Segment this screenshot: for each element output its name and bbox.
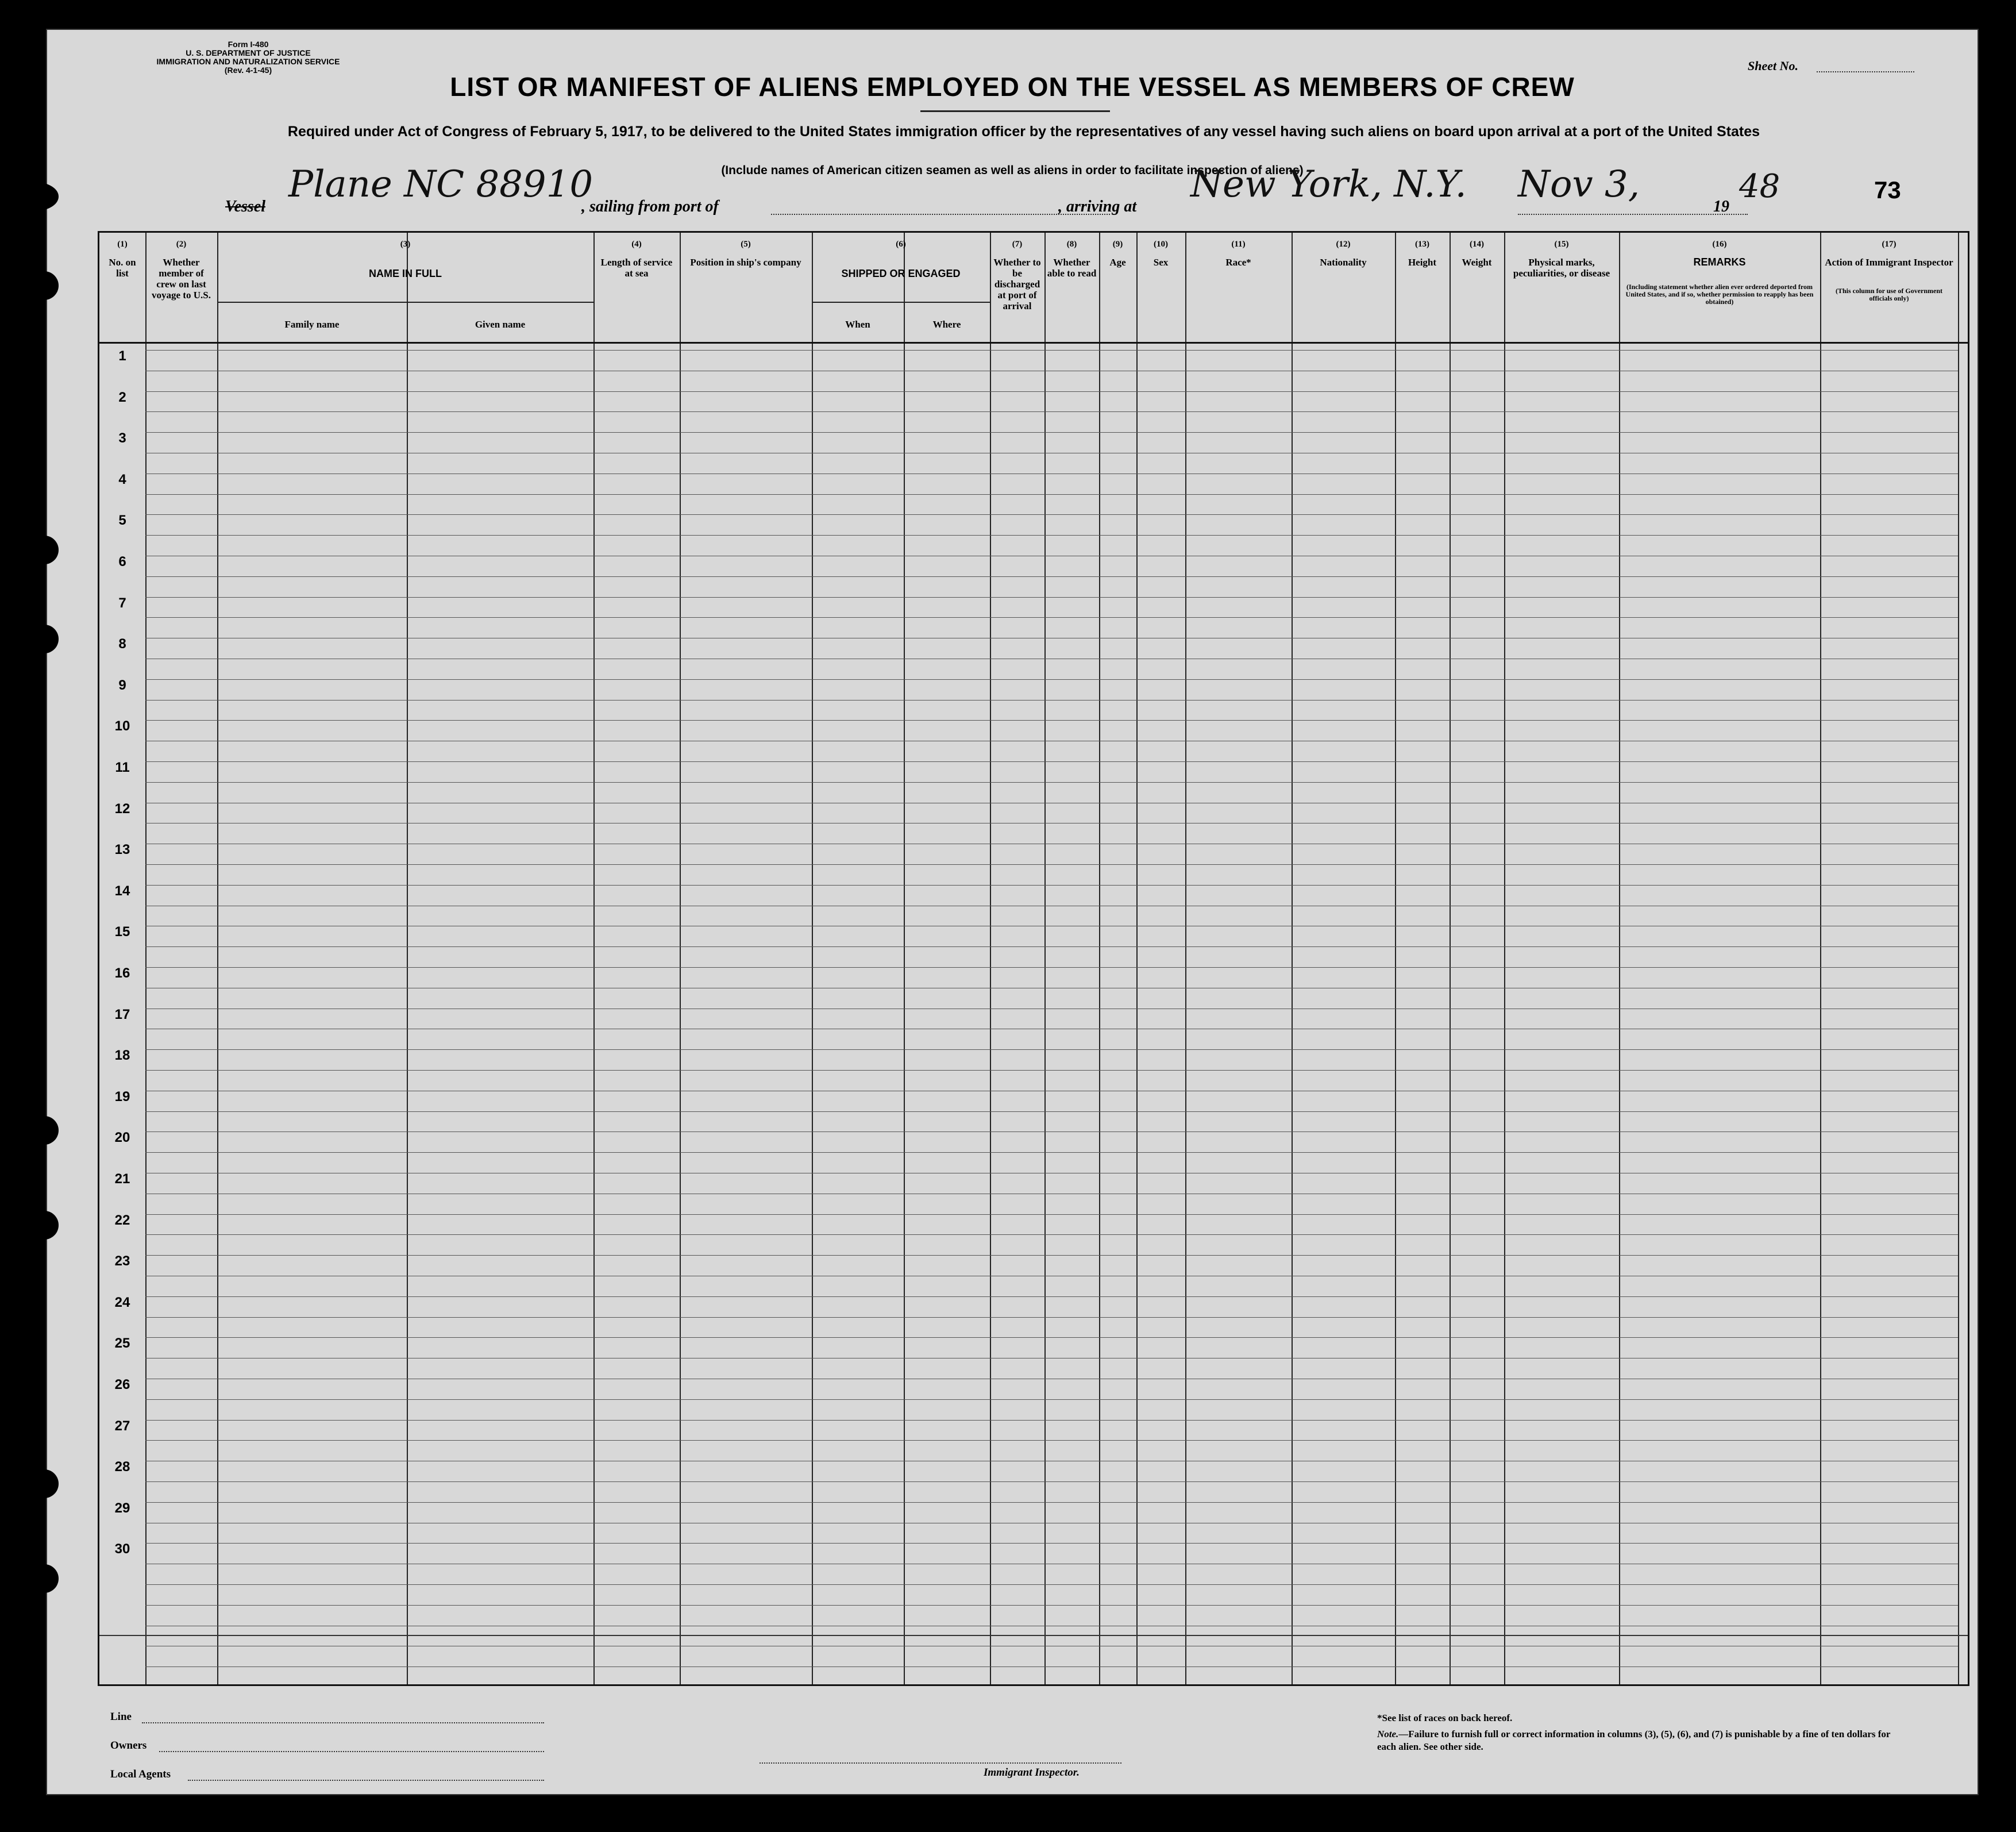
- inspector-signature-field[interactable]: [760, 1762, 1121, 1764]
- row-number: 27: [114, 1418, 130, 1434]
- column-number: (13): [1415, 240, 1429, 249]
- punch-hole: [30, 1211, 59, 1240]
- row-number: 3: [118, 430, 126, 447]
- column-label: Physical marks, peculiarities, or disease: [1513, 257, 1610, 279]
- form-dept: U. S. DEPARTMENT OF JUSTICE: [186, 48, 311, 57]
- ruled-line: [145, 1399, 1958, 1400]
- column-number: (14): [1470, 240, 1484, 249]
- column-divider: [1044, 233, 1046, 1684]
- row-number: 23: [114, 1253, 130, 1269]
- page-number: 73: [1874, 176, 1901, 203]
- row-number: 7: [118, 595, 126, 611]
- ruled-line: [145, 350, 1958, 351]
- ruled-line: [145, 535, 1958, 536]
- column-number: (16): [1712, 240, 1727, 249]
- footer-line-label: Line: [110, 1711, 132, 1723]
- inspector-label: Immigrant Inspector.: [984, 1766, 1080, 1779]
- row-number: 14: [114, 883, 130, 899]
- punch-hole: [30, 1116, 59, 1145]
- column-divider: [1958, 233, 1959, 1684]
- row-number: 25: [114, 1335, 130, 1352]
- row-number: 12: [114, 800, 130, 817]
- column-divider: [904, 233, 905, 1684]
- row-number: 24: [114, 1294, 130, 1310]
- ruled-line: [145, 1296, 1958, 1297]
- punch-hole: [30, 1564, 59, 1593]
- column-divider: [990, 233, 991, 1684]
- column-label: NAME IN FULL: [369, 268, 442, 279]
- column-number: (5): [741, 240, 751, 249]
- column-divider: [812, 233, 813, 1684]
- ruled-line: [145, 1070, 1958, 1071]
- column-divider: [1136, 233, 1138, 1684]
- column-label: Length of service at sea: [600, 257, 673, 279]
- year-value[interactable]: 48: [1739, 168, 1780, 205]
- column-label: Action of Immigrant Inspector: [1825, 257, 1953, 268]
- column-number: (6): [896, 240, 906, 249]
- ruled-line: [145, 1502, 1958, 1503]
- footer-line-field[interactable]: [142, 1722, 544, 1723]
- ruled-line: [145, 1049, 1958, 1050]
- row-number: 16: [114, 965, 130, 981]
- ruled-line: [145, 576, 1958, 577]
- footer-owners-field[interactable]: [159, 1751, 544, 1752]
- ruled-line: [145, 782, 1958, 783]
- column-number: (4): [631, 240, 642, 249]
- column-number: (15): [1554, 240, 1569, 249]
- ruled-line: [145, 679, 1958, 680]
- punch-hole: [30, 536, 59, 564]
- footer-agents-label: Local Agents: [110, 1768, 171, 1780]
- vessel-name-value[interactable]: Plane NC 88910: [288, 163, 593, 206]
- ruled-line: [145, 720, 1958, 721]
- page-title: LIST OR MANIFEST OF ALIENS EMPLOYED ON THE VESSEL AS MEMBERS OF CREW: [450, 72, 1575, 102]
- column-divider: [407, 233, 408, 1684]
- row-number: 8: [118, 636, 126, 652]
- column-number: (9): [1112, 240, 1123, 249]
- column-label: Nationality: [1320, 257, 1367, 268]
- column-divider: [1504, 233, 1505, 1684]
- row-number: 11: [115, 759, 130, 775]
- ruled-line: [145, 1131, 1958, 1132]
- ruled-line: [145, 597, 1958, 598]
- year-prefix: 19: [1713, 198, 1729, 215]
- ruled-line: [145, 1255, 1958, 1256]
- row-number: 13: [114, 842, 130, 858]
- form-service: IMMIGRATION AND NATURALIZATION SERVICE: [156, 57, 340, 66]
- row-number: 4: [118, 471, 126, 487]
- column-number: (2): [176, 240, 187, 249]
- form-number: Form I-480: [228, 40, 269, 49]
- column-label: REMARKS: [1693, 256, 1746, 268]
- ruled-line: [145, 1420, 1958, 1421]
- name-subheader-rule: [217, 302, 593, 303]
- row-number: 17: [114, 1006, 130, 1022]
- sheet-no-label: Sheet No.: [1748, 59, 1798, 73]
- body-bottom-rule: [99, 1635, 1968, 1636]
- column-label: Whether to be discharged at port of arrival: [993, 257, 1041, 311]
- title-rule: [920, 110, 1110, 112]
- column-number: (11): [1231, 240, 1246, 249]
- punch-hole: [30, 625, 59, 653]
- column-number: (7): [1012, 240, 1023, 249]
- row-number: 1: [118, 348, 126, 364]
- ruled-line: [145, 1605, 1958, 1606]
- row-number: 9: [118, 677, 126, 693]
- ruled-line: [145, 1214, 1958, 1215]
- sailing-label: , sailing from port of: [581, 198, 719, 215]
- column-divider: [1619, 233, 1620, 1684]
- ruled-line: [145, 700, 1958, 701]
- row-number: 15: [114, 924, 130, 940]
- ruled-line: [145, 1337, 1958, 1338]
- note-text: —Failure to furnish full or correct information in columns (3), (5), (6), and (7) is punishable by a fine of ten dollars for each alien. See other side.: [1377, 1729, 1891, 1752]
- ruled-line: [145, 1234, 1958, 1235]
- footer-races-note: *See list of races on back hereof.: [1377, 1712, 1513, 1723]
- column-label: Height: [1408, 257, 1437, 268]
- row-number: 2: [118, 389, 126, 405]
- column-label: Race*: [1225, 257, 1251, 268]
- manifest-sheet: [46, 29, 1979, 1795]
- ruled-line: [145, 1152, 1958, 1153]
- ruled-line: [145, 391, 1958, 392]
- ruled-line: [145, 1111, 1958, 1112]
- ruled-line: [145, 411, 1958, 412]
- column-number: (8): [1066, 240, 1077, 249]
- punch-hole: [30, 1469, 59, 1498]
- row-number: 21: [114, 1171, 130, 1187]
- row-number: 20: [114, 1130, 130, 1146]
- ruled-line: [145, 967, 1958, 968]
- ruled-line: [145, 1440, 1958, 1441]
- column-label: Weight: [1462, 257, 1492, 268]
- row-number: 22: [114, 1212, 130, 1228]
- column-divider: [1185, 233, 1186, 1684]
- column-sublabel: When: [845, 319, 870, 330]
- column-divider: [1099, 233, 1100, 1684]
- column-sublabel: Given name: [475, 319, 526, 330]
- row-number: 6: [118, 553, 126, 569]
- footer-owners-label: Owners: [110, 1739, 147, 1752]
- row-number: 29: [114, 1500, 130, 1516]
- ruled-line: [145, 885, 1958, 886]
- ruled-line: [145, 864, 1958, 865]
- form-rev: (Rev. 4-1-45): [224, 66, 272, 75]
- column-note: (This column for use of Government officials only): [1835, 287, 1943, 302]
- column-label: SHIPPED OR ENGAGED: [841, 268, 961, 279]
- column-number: (1): [117, 240, 128, 249]
- subtitle-note: (Include names of American citizen seamen as well as aliens in order to facilitate inspection of aliens): [721, 164, 1304, 177]
- column-divider: [593, 233, 595, 1684]
- footer-agents-field[interactable]: [188, 1780, 544, 1781]
- column-divider: [1820, 233, 1821, 1684]
- column-note: (Including statement whether alien ever ordered deported from United States, and if so, whether permission to reapply has been obtained): [1625, 283, 1814, 306]
- ruled-line: [145, 1666, 1958, 1667]
- ruled-line: [145, 432, 1958, 433]
- arriving-port-value[interactable]: New York, N.Y.: [1190, 163, 1467, 206]
- ruled-line: [145, 1584, 1958, 1585]
- form-header: [151, 40, 346, 75]
- shipped-subheader-rule: [812, 302, 990, 303]
- arrival-date-value[interactable]: Nov 3,: [1518, 163, 1640, 206]
- subtitle: Required under Act of Congress of February 5, 1917, to be delivered to the United States immigration officer by the representatives of any vessel having such aliens on board upon arrival at a port of the United States: [287, 124, 1760, 140]
- column-label: Whether member of crew on last voyage to U.S.: [152, 257, 211, 301]
- footer-fine-note: [1377, 1728, 1906, 1753]
- column-sublabel: Where: [932, 319, 961, 330]
- column-label: Whether able to read: [1047, 257, 1097, 279]
- ruled-line: [145, 1317, 1958, 1318]
- ruled-line: [145, 946, 1958, 947]
- column-label: Sex: [1153, 257, 1169, 268]
- column-number: (3): [400, 240, 411, 249]
- arriving-label: , arriving at: [1058, 198, 1137, 215]
- column-label: Age: [1109, 257, 1126, 268]
- note-label: Note.: [1377, 1729, 1399, 1739]
- crew-table: [98, 231, 1969, 1686]
- column-number: (12): [1336, 240, 1351, 249]
- punch-hole: [13, 182, 59, 211]
- row-number: 18: [114, 1048, 130, 1064]
- column-divider: [217, 233, 218, 1684]
- ruled-line: [145, 514, 1958, 515]
- row-number: 10: [114, 718, 130, 734]
- punch-hole: [30, 271, 59, 300]
- column-divider: [1395, 233, 1396, 1684]
- row-number: 30: [114, 1541, 130, 1557]
- ruled-line: [145, 1543, 1958, 1544]
- ruled-line: [145, 617, 1958, 618]
- column-divider: [680, 233, 681, 1684]
- ruled-line: [145, 494, 1958, 495]
- column-label: No. on list: [109, 257, 136, 279]
- vessel-label: Vessel: [225, 198, 265, 215]
- row-number: 26: [114, 1376, 130, 1392]
- row-number: 19: [114, 1088, 130, 1104]
- column-sublabel: Family name: [284, 319, 340, 330]
- ruled-line: [145, 761, 1958, 762]
- header-rule: [99, 342, 1968, 344]
- column-divider: [1450, 233, 1451, 1684]
- column-label: Position in ship's company: [690, 257, 801, 268]
- column-number: (17): [1882, 240, 1896, 249]
- column-divider: [1292, 233, 1293, 1684]
- row-number: 5: [118, 513, 126, 529]
- row-number: 28: [114, 1459, 130, 1475]
- column-divider: [145, 233, 147, 1684]
- column-number: (10): [1154, 240, 1168, 249]
- ruled-line: [145, 1481, 1958, 1482]
